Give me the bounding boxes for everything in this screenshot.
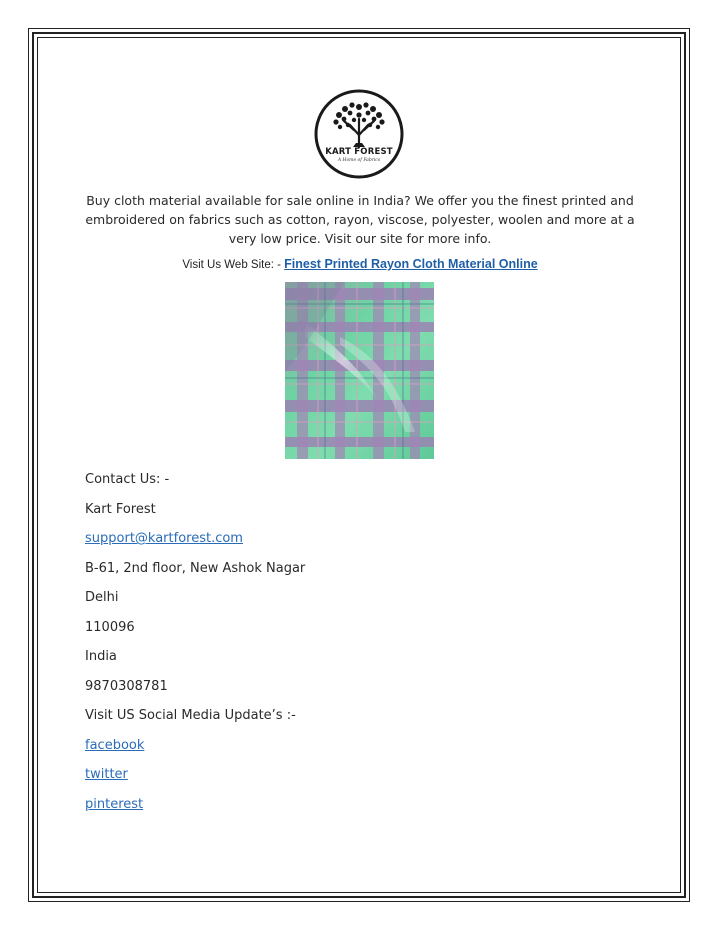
intro-paragraph: Buy cloth material available for sale online in India? We offer you the finest printed and embroidered on fabrics such as cotton, rayon, viscose, polyester, woolen and more at a very low price. Visit our site for more info. (85, 193, 635, 246)
twitter-link[interactable]: twitter (85, 767, 128, 782)
pinterest-link[interactable]: pinterest (85, 796, 144, 812)
visit-website-label: Visit Us Web Site: - (182, 259, 285, 271)
company-name: Kart Forest (85, 501, 156, 517)
pincode: 110096 (85, 619, 135, 635)
website-link[interactable]: Finest Printed Rayon Cloth Material Online (284, 257, 538, 271)
kart-forest-logo (314, 89, 404, 179)
city: Delhi (85, 590, 119, 605)
phone-number: 9870308781 (85, 678, 168, 694)
logo-tagline-text: A Home of Fabrics (337, 158, 381, 163)
facebook-link[interactable]: facebook (85, 737, 145, 753)
logo-brand-text: KART FOREST (325, 147, 393, 157)
social-heading: Visit US Social Media Update’s :- (85, 708, 296, 723)
email-link[interactable]: support@kartforest.com (85, 531, 243, 546)
visit-website-line (80, 257, 640, 271)
contact-section (85, 470, 585, 824)
contact-heading: Contact Us: - (85, 472, 170, 487)
country: India (85, 649, 117, 664)
fabric-product-image (285, 282, 434, 459)
address-line: B-61, 2nd floor, New Ashok Nagar (85, 560, 306, 576)
